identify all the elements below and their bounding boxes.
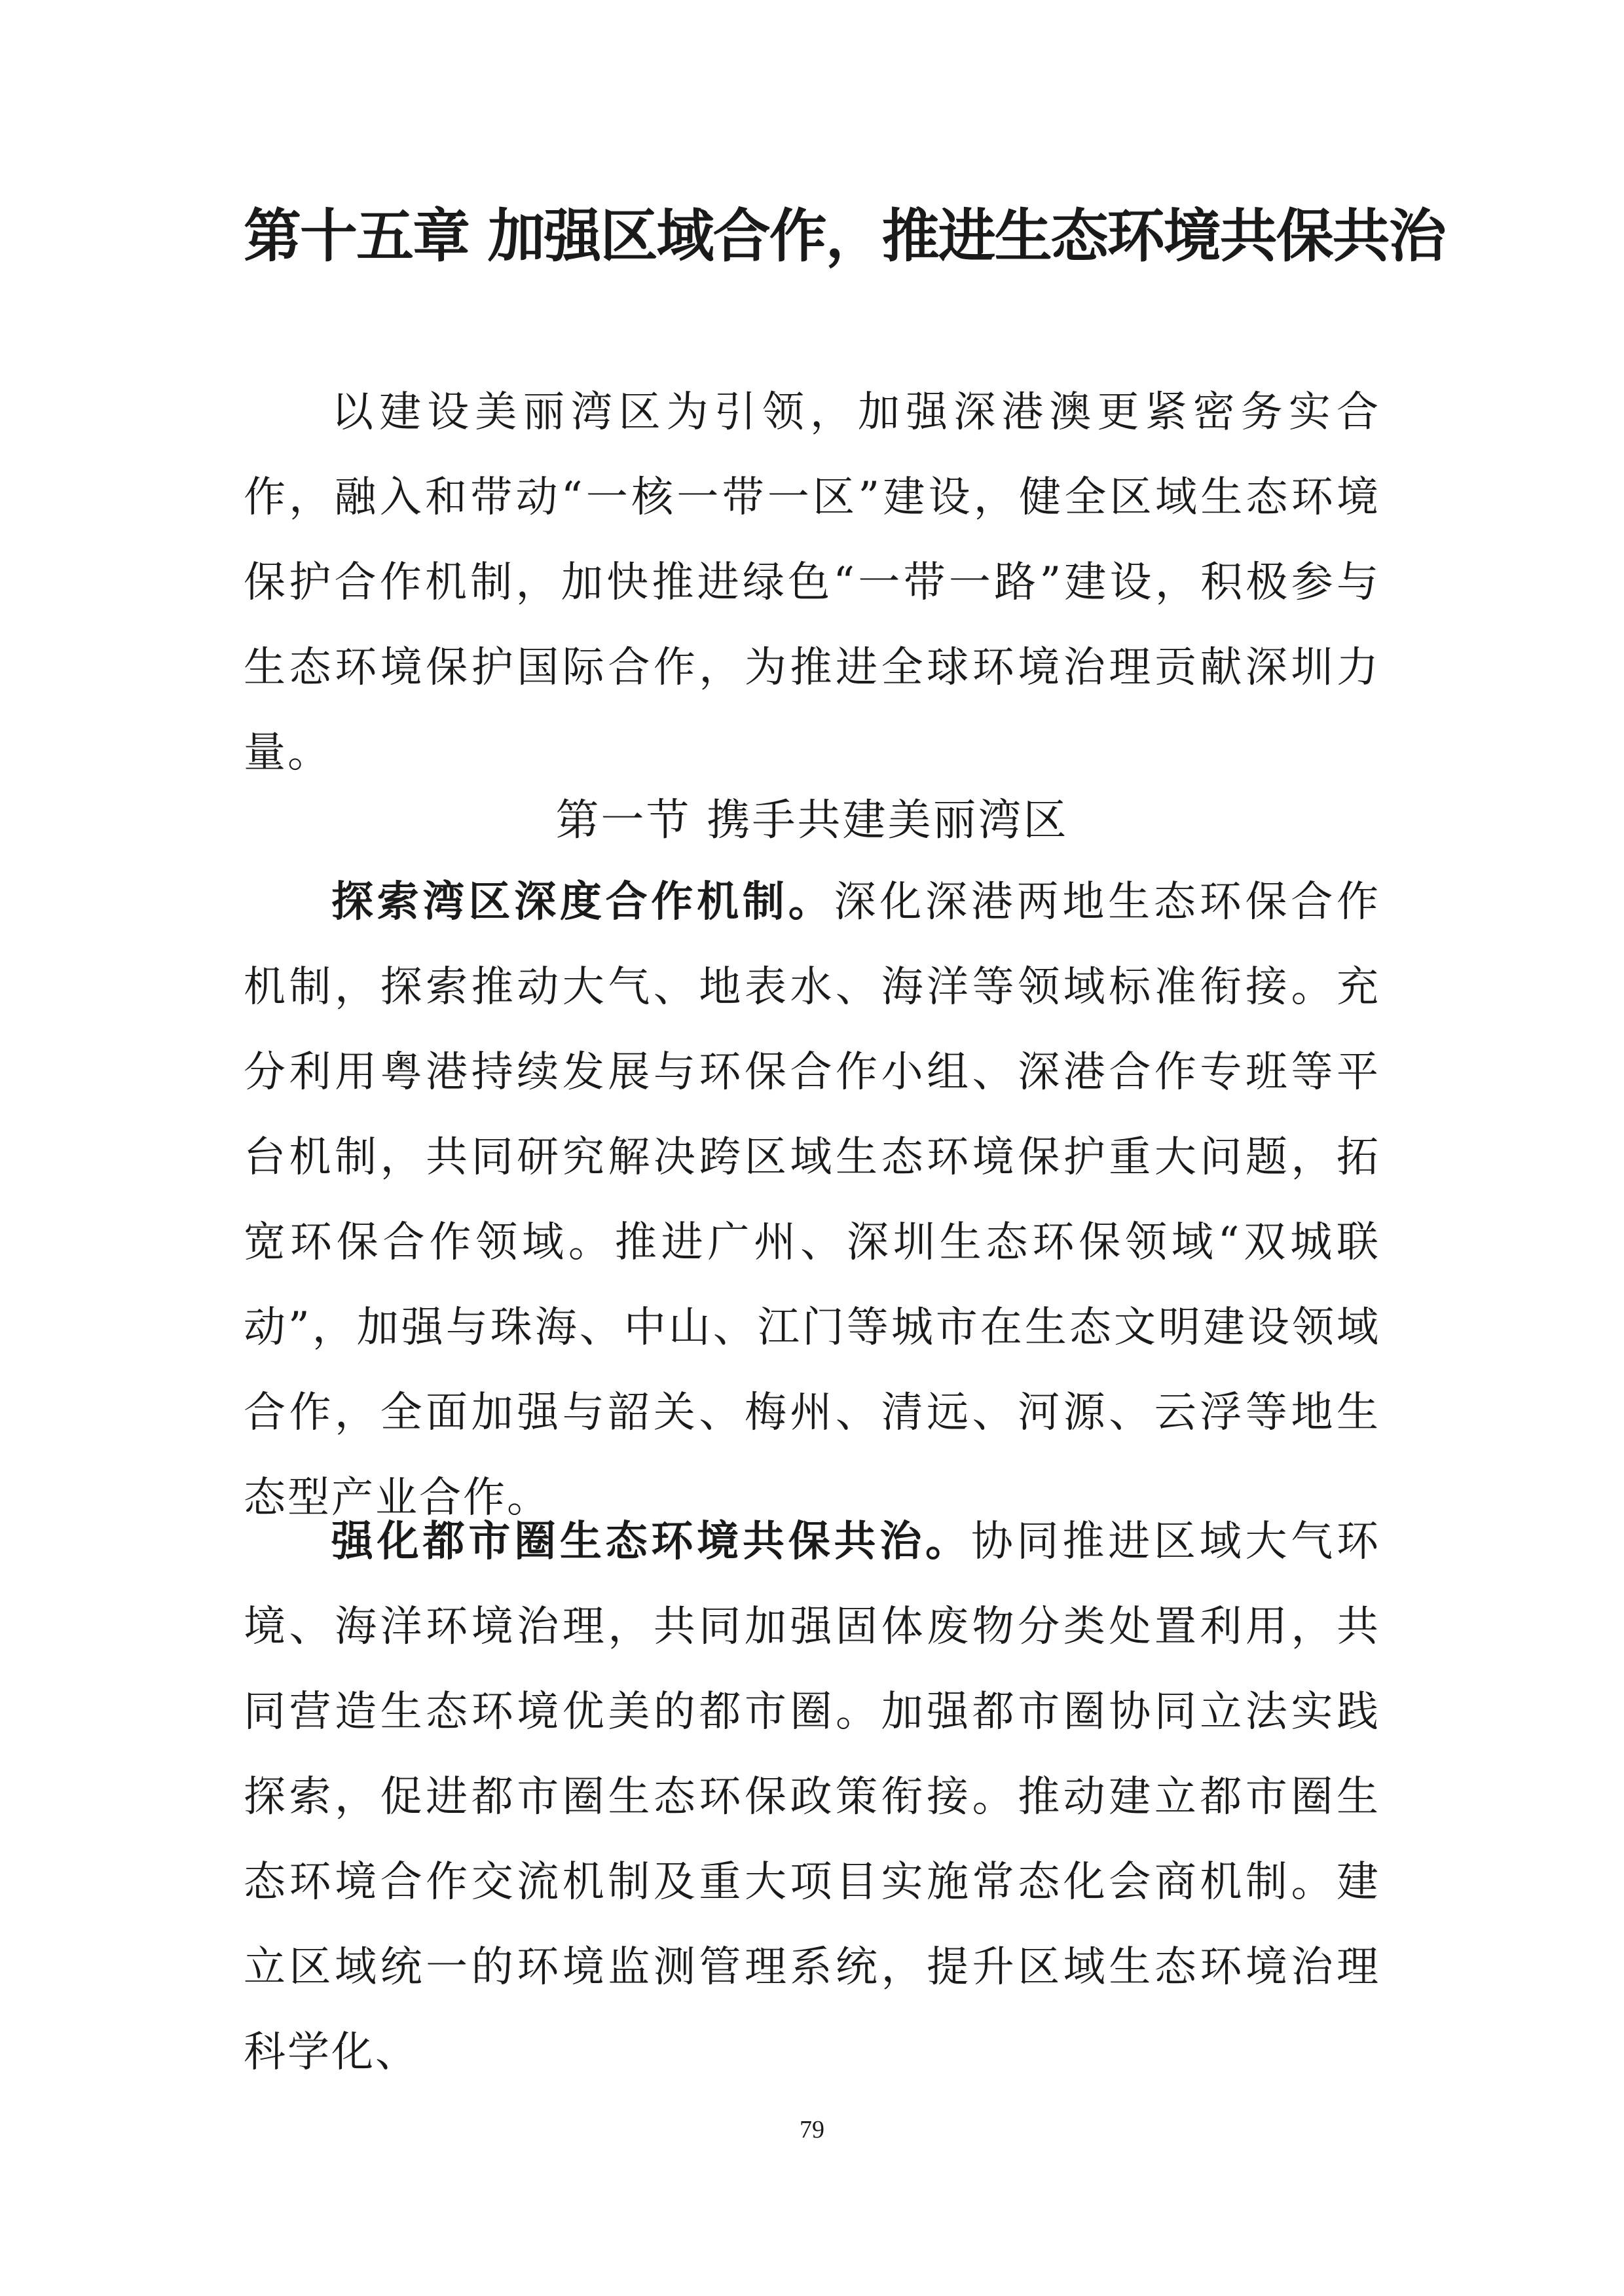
paragraph-lead-heading: 强化都市圈生态环境共保共治。 [331, 1518, 971, 1566]
paragraph-text: 协同推进区域大气环境、海洋环境治理，共同加强固体废物分类处置利用，共同营造生态环境优美的都市圈。加强都市圈协同立法实践探索，促进都市圈生态环保政策衔接。推动建立都市圈生态环境合作交流机制及重大项目实施常态化会商机制。建立区域统一的环境监测管理系统，提升区域生态环境治理科学化、 [244, 1518, 1381, 2077]
paragraph-text: 深化深港两地生态环保合作机制，探索推动大气、地表水、海洋等领域标准衔接。充分利用粤港持续发展与环保合作小组、深港合作专班等平台机制，共同研究解决跨区域生态环境保护重大问题，拓宽环保合作领域。推进广州、深圳生态环保领域“双城联动”，加强与珠海、中山、江门等城市在生态文明建设领域合作，全面加强与韶关、梅州、清远、河源、云浮等地生态型产业合作。 [244, 878, 1380, 1522]
intro-paragraph: 以建设美丽湾区为引领，加强深港澳更紧密务实合作，融入和带动“一核一带一区”建设，健全区域生态环境保护合作机制，加快推进绿色“一带一路”建设，积极参与生态环境保护国际合作，为推进全球环境治理贡献深圳力量。 [244, 388, 1380, 777]
page-number: 79 [800, 2116, 824, 2143]
section-heading: 第一节 携手共建美丽湾区 [555, 795, 1069, 845]
paragraph-lead-heading: 探索湾区深度合作机制。 [331, 878, 834, 926]
chapter-title: 第十五章 加强区域合作，推进生态环境共保共治 [244, 202, 1445, 270]
body-paragraph [244, 1499, 1380, 2095]
body-paragraph [244, 860, 1380, 1540]
